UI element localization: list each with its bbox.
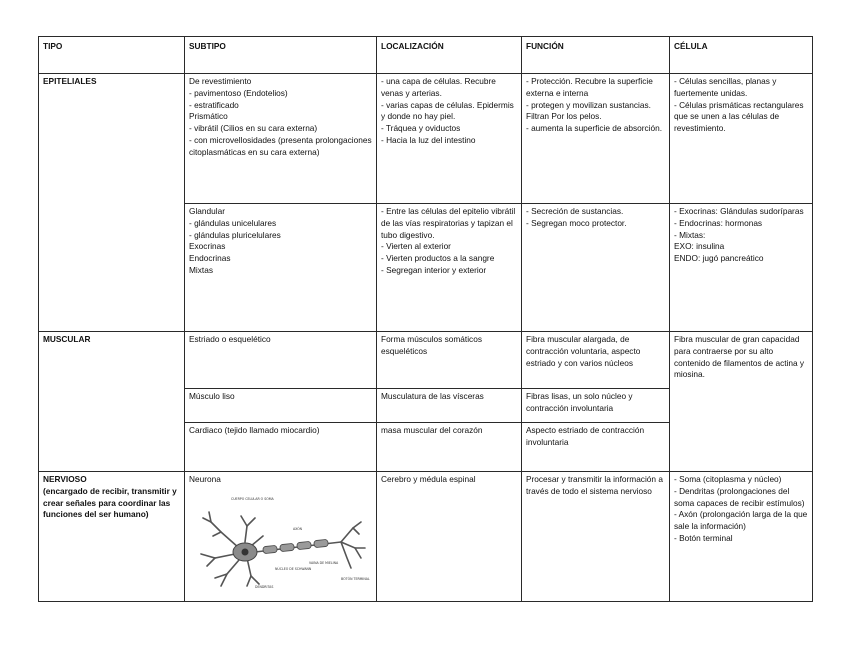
header-subtipo: SUBTIPO [185, 37, 377, 74]
table-row [39, 74, 813, 204]
label-soma: CUERPO CELULAR O SOMA [231, 496, 274, 501]
neuron-diagram [191, 492, 371, 590]
tipo-nervioso: NERVIOSO (encargado de recibir, transmitir y crear señales para coordinar las funciones del ser humano) [39, 472, 185, 602]
localizacion-revestimiento: - una capa de células. Recubre venas y arterias. - varias capas de células. Epidermis y donde no hay piel. - Tráquea y oviductos - Hacia la luz del intestino [377, 74, 522, 204]
subtipo-neurona: Neurona CUERPO CELULAR O SOMA AXÓN VAINA DE MIELINA NÚCLEO DE SCHWANN DENDRITAS BOTÓN TERMINAL [185, 472, 377, 602]
localizacion-liso: Musculatura de las vísceras [377, 389, 522, 423]
funcion-glandular: - Secreción de sustancias. - Segregan moco protector. [522, 204, 670, 332]
subtipo-estriado: Estriado o esquelético [185, 332, 377, 389]
label-dendrites: DENDRITAS [255, 584, 274, 589]
localizacion-estriado: Forma músculos somáticos esqueléticos [377, 332, 522, 389]
header-funcion: FUNCIÓN [522, 37, 670, 74]
subtipo-revestimiento: De revestimiento - pavimentoso (Endotelios) - estratificado Prismático - vibrátil (Cilios en su cara externa) - con microvellosidades (presenta prolongaciones citoplasmáticas en su cara externa) [185, 74, 377, 204]
table-row [39, 472, 813, 602]
funcion-liso: Fibras lisas, un solo núcleo y contracción involuntaria [522, 389, 670, 423]
funcion-neurona: Procesar y transmitir la información a través de todo el sistema nervioso [522, 472, 670, 602]
tipo-muscular: MUSCULAR [39, 332, 185, 472]
localizacion-glandular: - Entre las células del epitelio vibrátil de las vías respiratorias y tapizan el tubo digestivo. - Vierten al exterior - Vierten productos a la sangre - Segregan interior y exterior [377, 204, 522, 332]
table-row [39, 332, 813, 389]
header-row [39, 37, 813, 74]
celula-revestimiento: - Células sencillas, planas y fuertemente unidas. - Células prismáticas rectangulares que se unen a las células de revestimiento. [670, 74, 813, 204]
header-tipo: TIPO [39, 37, 185, 74]
localizacion-neurona: Cerebro y médula espinal [377, 472, 522, 602]
label-terminal: BOTÓN TERMINAL [341, 576, 370, 581]
funcion-estriado: Fibra muscular alargada, de contracción voluntaria, aspecto estriado y con varios núcleos [522, 332, 670, 389]
tipo-epiteliales: EPITELIALES [39, 74, 185, 332]
header-celula: CÉLULA [670, 37, 813, 74]
celula-muscular: Fibra muscular de gran capacidad para contraerse por su alto contenido de filamentos de actina y miosina. [670, 332, 813, 472]
celula-glandular: - Exocrinas: Glándulas sudoríparas - Endocrinas: hormonas - Mixtas: EXO: insulina ENDO: jugó pancreático [670, 204, 813, 332]
localizacion-cardiaco: masa muscular del corazón [377, 423, 522, 472]
label-axon: AXÓN [293, 526, 303, 531]
header-localizacion: LOCALIZACIÓN [377, 37, 522, 74]
tissue-table [38, 36, 813, 602]
subtipo-cardiaco: Cardiaco (tejido llamado miocardio) [185, 423, 377, 472]
label-myelin: VAINA DE MIELINA [309, 560, 339, 565]
funcion-revestimiento: - Protección. Recubre la superficie externa e interna - protegen y movilizan sustancias. Filtran Por los pelos. - aumenta la superficie de absorción. [522, 74, 670, 204]
funcion-cardiaco: Aspecto estriado de contracción involuntaria [522, 423, 670, 472]
subtipo-glandular: Glandular - glándulas unicelulares - glándulas pluricelulares Exocrinas Endocrinas Mixtas [185, 204, 377, 332]
subtipo-liso: Músculo liso [185, 389, 377, 423]
celula-neurona: - Soma (citoplasma y núcleo) - Dendritas (prolongaciones del soma capaces de recibir estímulos) - Axón (prolongación larga de la que sale la información) - Botón terminal [670, 472, 813, 602]
label-schwann: NÚCLEO DE SCHWANN [275, 566, 312, 571]
